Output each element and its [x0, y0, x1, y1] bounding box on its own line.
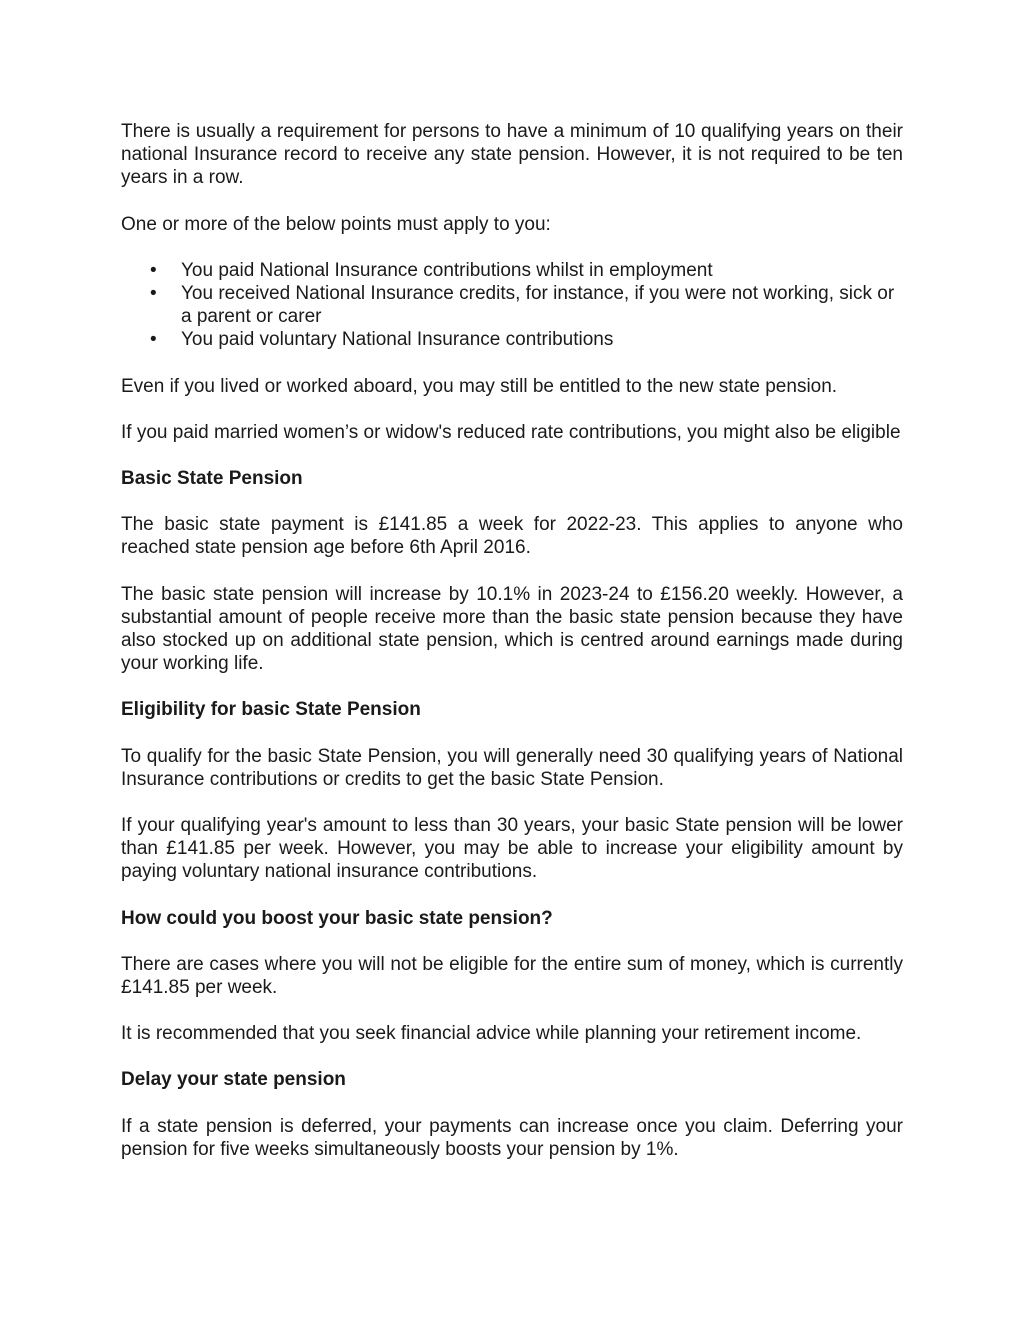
abroad-paragraph: Even if you lived or worked aboard, you may still be entitled to the new state pension.	[121, 375, 838, 397]
eligibility-heading: Eligibility for basic State Pension	[121, 699, 421, 721]
list-item	[150, 328, 903, 351]
deferral-paragraph: If a state pension is deferred, your payments can increase once you claim. Deferring your pension for five weeks simultaneously boosts your pension by 1%.	[121, 1115, 903, 1160]
basic-state-pension-heading: Basic State Pension	[121, 468, 303, 490]
bullet-icon: •	[150, 259, 157, 281]
bullet-icon: •	[150, 283, 157, 305]
financial-advice-paragraph: It is recommended that you seek financial advice while planning your retirement income.	[121, 1023, 862, 1045]
fewer-years-paragraph: If your qualifying year's amount to less than 30 years, your basic State pension will be lower than £141.85 per week. However, you may be able to increase your eligibility amount by paying voluntary national insurance contributions.	[121, 815, 903, 883]
qualify-paragraph: To qualify for the basic State Pension, you will generally need 30 qualifying years of National Insurance contributions or credits to get the basic State Pension.	[121, 745, 903, 790]
points-intro-paragraph: One or more of the below points must apply to you:	[121, 213, 551, 235]
not-eligible-paragraph: There are cases where you will not be eligible for the entire sum of money, which is currently £141.85 per week.	[121, 953, 903, 999]
list-item-text: You received National Insurance credits, for instance, if you were not working, sick or a parent or carer	[181, 283, 895, 328]
list-item	[150, 282, 903, 328]
list-item-text: You paid National Insurance contributions whilst in employment	[181, 259, 713, 281]
document-page	[121, 120, 903, 1184]
bullet-icon: •	[150, 329, 157, 351]
pension-increase-paragraph: The basic state pension will increase by 10.1% in 2023-24 to £156.20 weekly. However, a substantial amount of people receive more than the basic state pension because they have also stocked up on additional state pension, which is centred around earnings made during your working life.	[121, 583, 903, 675]
boost-pension-heading: How could you boost your basic state pension?	[121, 907, 553, 929]
intro-paragraph: There is usually a requirement for persons to have a minimum of 10 qualifying years on their national Insurance record to receive any state pension. However, it is not required to be ten years in a row.	[121, 121, 903, 189]
reduced-rate-paragraph: If you paid married women’s or widow's reduced rate contributions, you might also be eligible	[121, 421, 901, 443]
basic-payment-paragraph: The basic state payment is £141.85 a week for 2022-23. This applies to anyone who reached state pension age before 6th April 2016.	[121, 514, 903, 559]
list-item	[150, 259, 903, 282]
list-item-text: You paid voluntary National Insurance contributions	[181, 329, 614, 351]
delay-pension-heading: Delay your state pension	[121, 1069, 346, 1091]
eligibility-points-list	[121, 259, 903, 352]
